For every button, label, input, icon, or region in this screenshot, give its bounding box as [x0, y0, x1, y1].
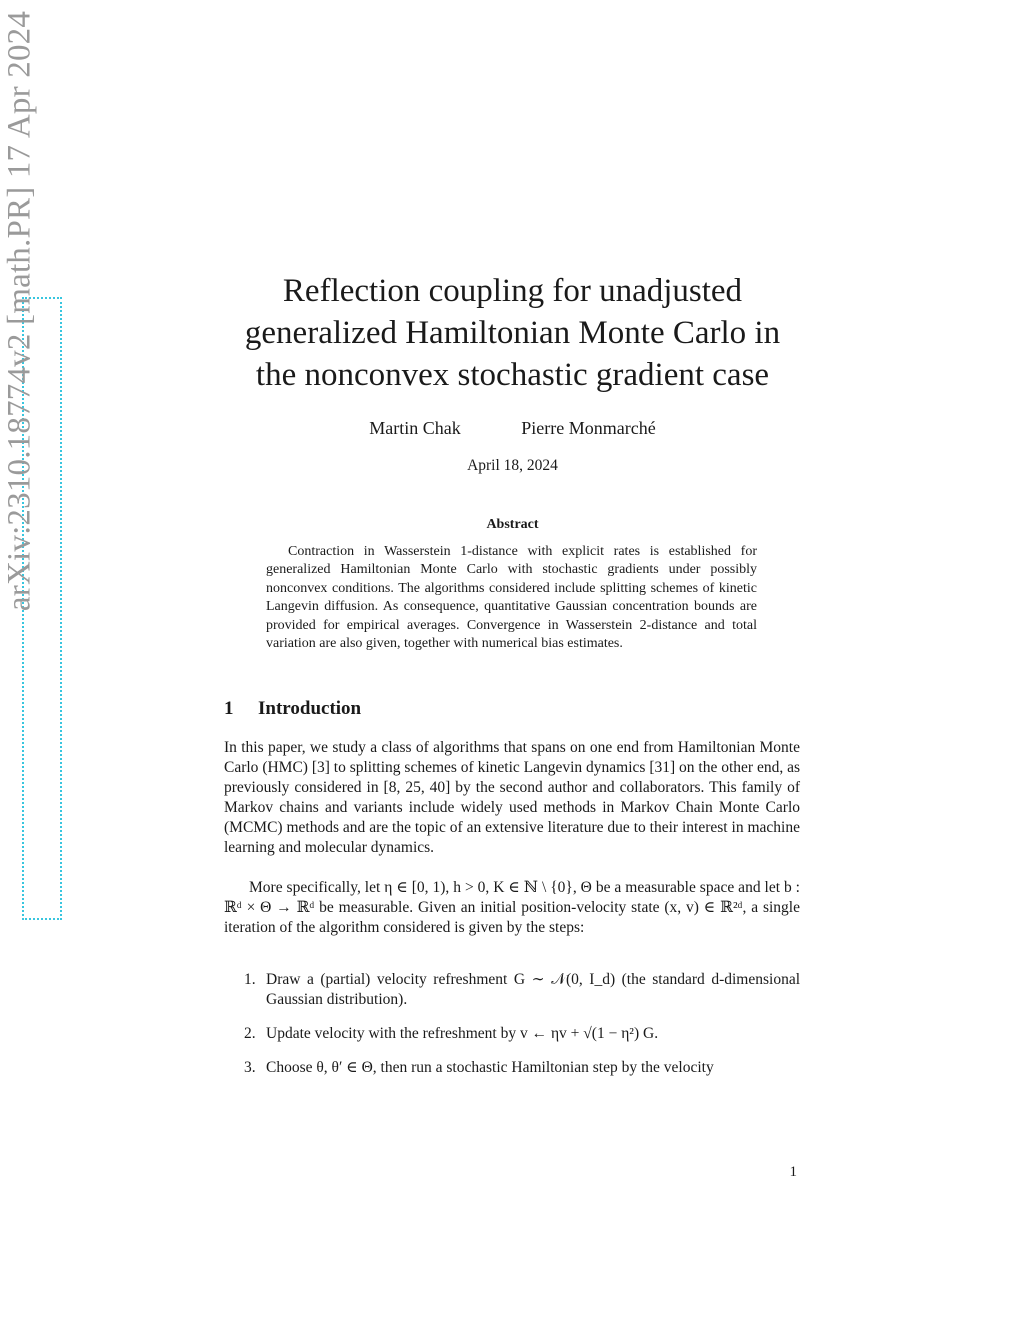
paper-title [224, 270, 801, 396]
algorithm-steps [224, 970, 800, 1092]
abstract-text: Contraction in Wasserstein 1-distance with explicit rates is established for generalized Hamiltonian Monte Carlo with stochastic gradients under possibly nonconvex conditions. The algorithms considered include splitting schemes of kinetic Langevin diffusion. As consequence, quantitative Gaussian concentration bounds are provided for empirical averages. Convergence in Wasserstein 2-distance and total variation are also given, together with numerical bias estimates. [266, 544, 757, 652]
step-number: 3. [244, 1059, 256, 1076]
author-name: Pierre Monmarché [521, 418, 656, 438]
page-number: 1 [789, 1164, 797, 1180]
list-item [224, 970, 800, 1010]
list-item [224, 1024, 800, 1044]
abstract-heading: Abstract [486, 517, 539, 532]
section-number: 1 [224, 698, 234, 719]
intro-paragraph: In this paper, we study a class of algorithms that spans on one end from Hamiltonian Monte Carlo (HMC) [3] to splitting schemes of kinetic Langevin dynamics [31] on the other end, as previously considered in [8, 25, 40] by the second author and collaborators. This family of Markov chains and variants include widely used methods in Markov Chain Monte Carlo (MCMC) methods and are the topic of an extensive literature due to their interest in machine learning and molecular dynamics. [224, 739, 800, 856]
author-name: Martin Chak [369, 418, 461, 438]
step-number: 2. [244, 1025, 256, 1042]
step-number: 1. [244, 971, 256, 988]
title-line: Reflection coupling for unadjusted [282, 273, 743, 309]
step-text: Choose θ, θ′ ∈ Θ, then run a stochastic Hamiltonian step by the velocity [266, 1059, 714, 1076]
author-list [224, 418, 801, 439]
intro-paragraph: More specifically, let η ∈ [0, 1), h > 0, K ∈ ℕ \ {0}, Θ be a measurable space and let b : ℝᵈ × Θ → ℝᵈ be measurable. Given an initial position-velocity state (x, v) ∈ ℝ²ᵈ, a single iteration of the algorithm considered is given by the steps: [224, 879, 800, 936]
title-line: the nonconvex stochastic gradient case [255, 357, 770, 393]
section-title: Introduction [258, 698, 362, 719]
list-item [224, 1058, 800, 1078]
arxiv-stamp-text: arXiv:2310.18774v2 [math.PR] 17 Apr 2024 [1, 10, 38, 612]
section-heading [224, 698, 801, 720]
paper-date: April 18, 2024 [467, 457, 558, 474]
step-text: Update velocity with the refreshment by v ← ηv + √(1 − η²) G. [266, 1025, 659, 1042]
title-line: generalized Hamiltonian Monte Carlo in [244, 315, 781, 351]
step-text: Draw a (partial) velocity refreshment G ∼ 𝒩(0, I_d) (the standard d-dimensional Gaussian distribution). [266, 971, 800, 1008]
